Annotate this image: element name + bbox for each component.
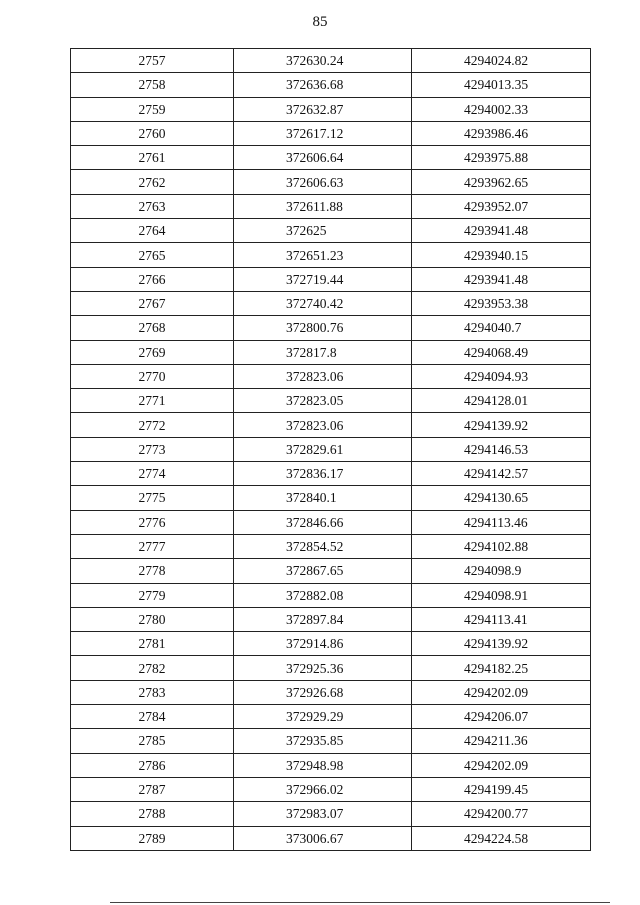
table-row	[71, 219, 591, 243]
point-number-cell: 2779	[71, 583, 234, 607]
table-row	[71, 826, 591, 850]
y-coordinate-cell: 4294068.49	[412, 340, 591, 364]
y-coordinate-cell: 4294206.07	[412, 705, 591, 729]
x-coordinate-cell: 372935.85	[234, 729, 412, 753]
point-number-cell: 2782	[71, 656, 234, 680]
y-coordinate-cell: 4294224.58	[412, 826, 591, 850]
x-coordinate-cell: 372836.17	[234, 462, 412, 486]
y-coordinate-cell: 4294202.09	[412, 753, 591, 777]
y-coordinate-cell: 4294211.36	[412, 729, 591, 753]
y-coordinate-cell: 4294113.41	[412, 607, 591, 631]
x-coordinate-cell: 372948.98	[234, 753, 412, 777]
x-coordinate-cell: 372926.68	[234, 680, 412, 704]
y-coordinate-cell: 4294139.92	[412, 413, 591, 437]
table-row	[71, 146, 591, 170]
point-number-cell: 2786	[71, 753, 234, 777]
y-coordinate-cell: 4293986.46	[412, 121, 591, 145]
table-row	[71, 389, 591, 413]
x-coordinate-cell: 372740.42	[234, 291, 412, 315]
y-coordinate-cell: 4294128.01	[412, 389, 591, 413]
x-coordinate-cell: 372823.05	[234, 389, 412, 413]
point-number-cell: 2781	[71, 632, 234, 656]
point-number-cell: 2764	[71, 219, 234, 243]
x-coordinate-cell: 372636.68	[234, 73, 412, 97]
y-coordinate-cell: 4294098.91	[412, 583, 591, 607]
table-row	[71, 121, 591, 145]
y-coordinate-cell: 4293975.88	[412, 146, 591, 170]
y-coordinate-cell: 4294040.7	[412, 316, 591, 340]
table-row	[71, 583, 591, 607]
point-number-cell: 2784	[71, 705, 234, 729]
point-number-cell: 2760	[71, 121, 234, 145]
x-coordinate-cell: 372914.86	[234, 632, 412, 656]
y-coordinate-cell: 4294102.88	[412, 534, 591, 558]
y-coordinate-cell: 4293940.15	[412, 243, 591, 267]
point-number-cell: 2763	[71, 194, 234, 218]
x-coordinate-cell: 372840.1	[234, 486, 412, 510]
table-row	[71, 243, 591, 267]
point-number-cell: 2759	[71, 97, 234, 121]
y-coordinate-cell: 4294130.65	[412, 486, 591, 510]
x-coordinate-cell: 372651.23	[234, 243, 412, 267]
table-row	[71, 194, 591, 218]
x-coordinate-cell: 372846.66	[234, 510, 412, 534]
x-coordinate-cell: 372632.87	[234, 97, 412, 121]
point-number-cell: 2762	[71, 170, 234, 194]
y-coordinate-cell: 4293941.48	[412, 219, 591, 243]
y-coordinate-cell: 4294098.9	[412, 559, 591, 583]
x-coordinate-cell: 372983.07	[234, 802, 412, 826]
x-coordinate-cell: 372882.08	[234, 583, 412, 607]
y-coordinate-cell: 4293953.38	[412, 291, 591, 315]
x-coordinate-cell: 372611.88	[234, 194, 412, 218]
table-row	[71, 486, 591, 510]
x-coordinate-cell: 372854.52	[234, 534, 412, 558]
x-coordinate-cell: 372966.02	[234, 777, 412, 801]
y-coordinate-cell: 4294139.92	[412, 632, 591, 656]
point-number-cell: 2787	[71, 777, 234, 801]
table-row	[71, 777, 591, 801]
table-row	[71, 340, 591, 364]
y-coordinate-cell: 4293941.48	[412, 267, 591, 291]
x-coordinate-cell: 372867.65	[234, 559, 412, 583]
table-row	[71, 73, 591, 97]
coordinates-table	[70, 48, 591, 851]
point-number-cell: 2789	[71, 826, 234, 850]
table-row	[71, 49, 591, 73]
table-row	[71, 656, 591, 680]
table-row	[71, 462, 591, 486]
table-row	[71, 607, 591, 631]
point-number-cell: 2758	[71, 73, 234, 97]
point-number-cell: 2772	[71, 413, 234, 437]
bottom-rule	[110, 902, 610, 903]
point-number-cell: 2785	[71, 729, 234, 753]
x-coordinate-cell: 372617.12	[234, 121, 412, 145]
point-number-cell: 2775	[71, 486, 234, 510]
point-number-cell: 2780	[71, 607, 234, 631]
point-number-cell: 2773	[71, 437, 234, 461]
x-coordinate-cell: 372823.06	[234, 364, 412, 388]
x-coordinate-cell: 372925.36	[234, 656, 412, 680]
x-coordinate-cell: 372625	[234, 219, 412, 243]
x-coordinate-cell: 372929.29	[234, 705, 412, 729]
y-coordinate-cell: 4293962.65	[412, 170, 591, 194]
table-row	[71, 316, 591, 340]
x-coordinate-cell: 373006.67	[234, 826, 412, 850]
point-number-cell: 2761	[71, 146, 234, 170]
table-row	[71, 729, 591, 753]
table-row	[71, 97, 591, 121]
point-number-cell: 2765	[71, 243, 234, 267]
y-coordinate-cell: 4294182.25	[412, 656, 591, 680]
table-row	[71, 559, 591, 583]
x-coordinate-cell: 372606.63	[234, 170, 412, 194]
x-coordinate-cell: 372829.61	[234, 437, 412, 461]
y-coordinate-cell: 4294146.53	[412, 437, 591, 461]
y-coordinate-cell: 4294200.77	[412, 802, 591, 826]
table-row	[71, 291, 591, 315]
point-number-cell: 2783	[71, 680, 234, 704]
table-row	[71, 680, 591, 704]
x-coordinate-cell: 372897.84	[234, 607, 412, 631]
point-number-cell: 2774	[71, 462, 234, 486]
table-row	[71, 364, 591, 388]
point-number-cell: 2769	[71, 340, 234, 364]
point-number-cell: 2766	[71, 267, 234, 291]
point-number-cell: 2767	[71, 291, 234, 315]
x-coordinate-cell: 372719.44	[234, 267, 412, 291]
x-coordinate-cell: 372630.24	[234, 49, 412, 73]
point-number-cell: 2757	[71, 49, 234, 73]
y-coordinate-cell: 4294013.35	[412, 73, 591, 97]
table-row	[71, 753, 591, 777]
point-number-cell: 2778	[71, 559, 234, 583]
table-row	[71, 534, 591, 558]
y-coordinate-cell: 4294113.46	[412, 510, 591, 534]
table-row	[71, 413, 591, 437]
table-row	[71, 705, 591, 729]
table-row	[71, 267, 591, 291]
table-row	[71, 510, 591, 534]
point-number-cell: 2770	[71, 364, 234, 388]
y-coordinate-cell: 4294142.57	[412, 462, 591, 486]
x-coordinate-cell: 372823.06	[234, 413, 412, 437]
y-coordinate-cell: 4294002.33	[412, 97, 591, 121]
x-coordinate-cell: 372817.8	[234, 340, 412, 364]
y-coordinate-cell: 4293952.07	[412, 194, 591, 218]
point-number-cell: 2776	[71, 510, 234, 534]
y-coordinate-cell: 4294094.93	[412, 364, 591, 388]
coordinates-table-body	[71, 49, 591, 851]
table-row	[71, 170, 591, 194]
x-coordinate-cell: 372800.76	[234, 316, 412, 340]
page-number: 85	[312, 14, 328, 30]
y-coordinate-cell: 4294202.09	[412, 680, 591, 704]
table-row	[71, 437, 591, 461]
table-row	[71, 802, 591, 826]
y-coordinate-cell: 4294199.45	[412, 777, 591, 801]
point-number-cell: 2788	[71, 802, 234, 826]
point-number-cell: 2771	[71, 389, 234, 413]
table-row	[71, 632, 591, 656]
y-coordinate-cell: 4294024.82	[412, 49, 591, 73]
point-number-cell: 2777	[71, 534, 234, 558]
x-coordinate-cell: 372606.64	[234, 146, 412, 170]
point-number-cell: 2768	[71, 316, 234, 340]
